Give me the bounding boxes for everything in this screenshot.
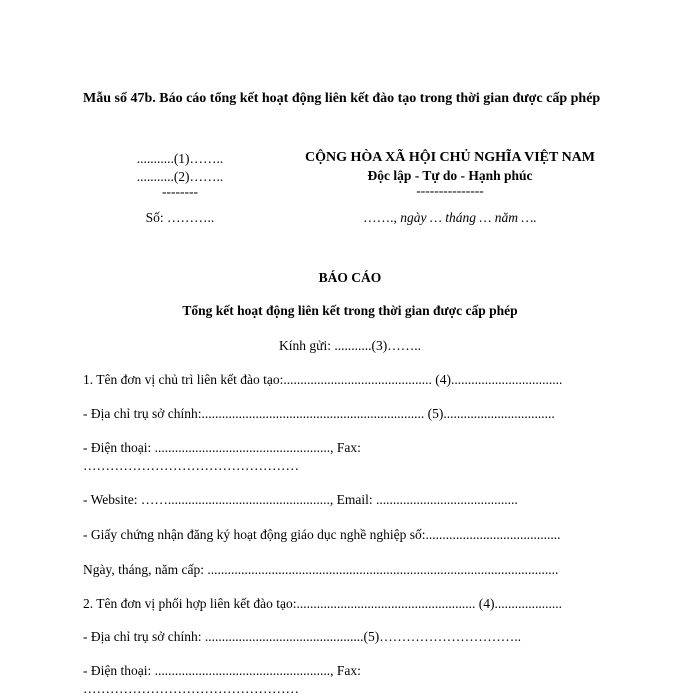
place-placeholder: ……., <box>363 210 401 225</box>
country-name: CỘNG HÒA XÃ HỘI CHỦ NGHĨA VIỆT NAM <box>304 150 595 165</box>
registration-certificate-field: - Giấy chứng nhận đăng ký hoạt động giáo dục nghề nghiệp số:........................................ <box>83 527 561 542</box>
date-placeholder: ngày … tháng … năm …. <box>400 210 537 225</box>
document-number: Số: ……….. <box>145 210 215 225</box>
place-date-line <box>270 209 630 227</box>
issue-date-field: Ngày, tháng, năm cấp: ........................................................................................................ <box>83 562 559 577</box>
national-motto: Độc lập - Tự do - Hạnh phúc <box>367 168 533 183</box>
org-line-1: ...........(1)…….. <box>136 151 224 166</box>
lead-unit-phone-fax-field: - Điện thoại: ...................................................., Fax: <box>83 440 361 455</box>
org-divider: -------- <box>162 184 198 199</box>
lead-unit-name-field: 1. Tên đơn vị chủ trì liên kết đào tạo:............................................ (4)................................. <box>83 372 563 387</box>
lead-unit-website-email-field: - Website: ……................................................, Email: .......................................... <box>83 492 518 507</box>
partner-unit-phone-fax-field: - Điện thoại: ...................................................., Fax: <box>83 663 361 678</box>
partner-unit-fax-continuation: ………………………………………… <box>83 681 299 696</box>
recipient-line: Kính gửi: ...........(3)…….. <box>279 338 421 353</box>
partner-unit-address-field: - Địa chỉ trụ sở chính: ...............................................(5)………………………….. <box>83 629 521 644</box>
lead-unit-fax-continuation: ………………………………………… <box>83 458 299 473</box>
lead-unit-address-field: - Địa chỉ trụ sở chính:.................................................................. (5)................................. <box>83 406 555 421</box>
form-title: Mẫu số 47b. Báo cáo tổng kết hoạt động liên kết đào tạo trong thời gian được cấp phép <box>83 91 601 106</box>
partner-unit-name-field: 2. Tên đơn vị phối hợp liên kết đào tạo:..................................................... (4).................... <box>83 596 562 611</box>
report-heading: BÁO CÁO <box>318 270 382 285</box>
motto-divider: --------------- <box>416 183 484 198</box>
report-subheading: Tổng kết hoạt động liên kết trong thời gian được cấp phép <box>182 303 518 318</box>
org-line-2: ...........(2)…….. <box>136 169 224 184</box>
